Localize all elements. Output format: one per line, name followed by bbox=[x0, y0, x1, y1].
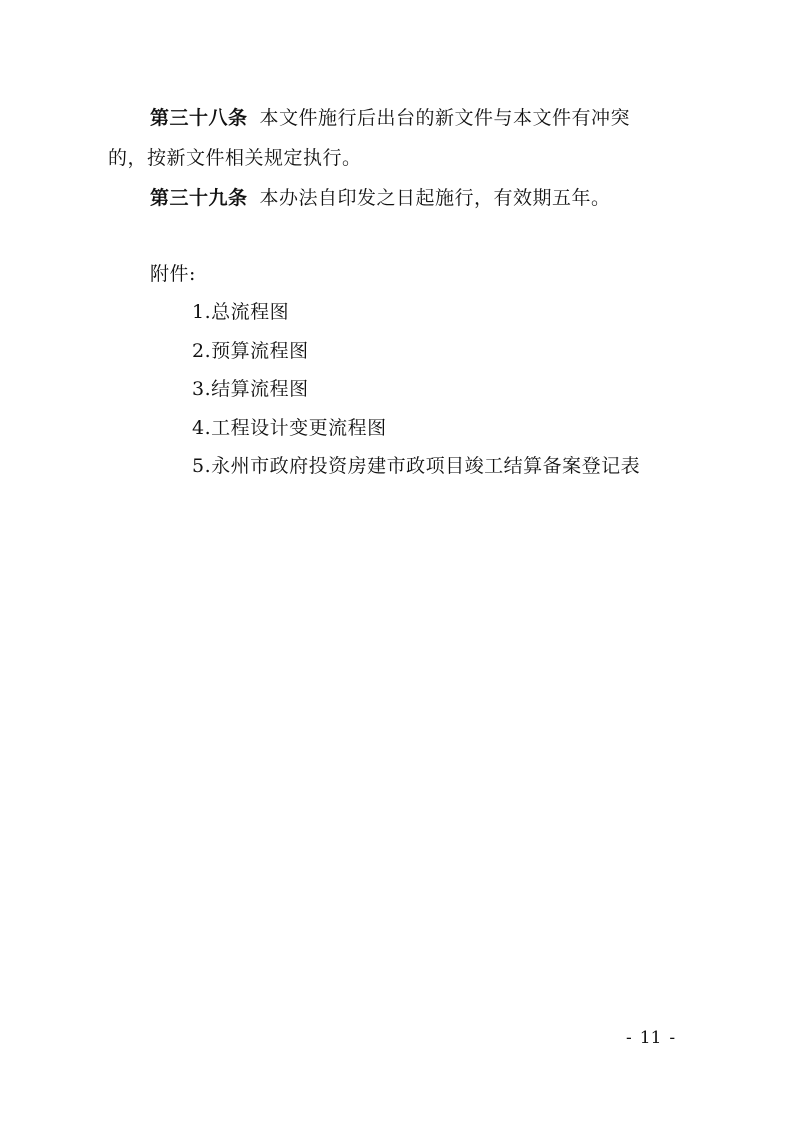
article-39 bbox=[108, 178, 708, 218]
attachments-label: 附件: bbox=[150, 263, 196, 285]
attachment-item: 5.永州市政府投资房建市政项目竣工结算备案登记表 bbox=[192, 455, 641, 477]
attachment-item: 1.总流程图 bbox=[192, 301, 290, 323]
page-number-value: 11 bbox=[639, 1028, 662, 1048]
attachment-item: 3.结算流程图 bbox=[192, 378, 309, 400]
page-number bbox=[618, 1026, 718, 1050]
page-number-dash-right: - bbox=[669, 1028, 676, 1048]
article-39-line bbox=[108, 178, 708, 218]
article-38 bbox=[108, 98, 708, 178]
article-38-text-line2: 的，按新文件相关规定执行。 bbox=[108, 147, 362, 169]
article-39-heading: 第三十九条 bbox=[150, 187, 248, 209]
article-39-text: 本办法自印发之日起施行，有效期五年。 bbox=[259, 187, 611, 209]
article-38-text-line1: 本文件施行后出台的新文件与本文件有冲突 bbox=[259, 107, 631, 129]
attachment-list bbox=[192, 293, 640, 486]
article-38-heading: 第三十八条 bbox=[150, 107, 248, 129]
attachment-item: 4.工程设计变更流程图 bbox=[192, 416, 387, 439]
page-number-dash-left: - bbox=[626, 1028, 632, 1048]
article-38-first-line bbox=[108, 98, 708, 138]
attachment-item: 2.预算流程图 bbox=[192, 339, 309, 362]
